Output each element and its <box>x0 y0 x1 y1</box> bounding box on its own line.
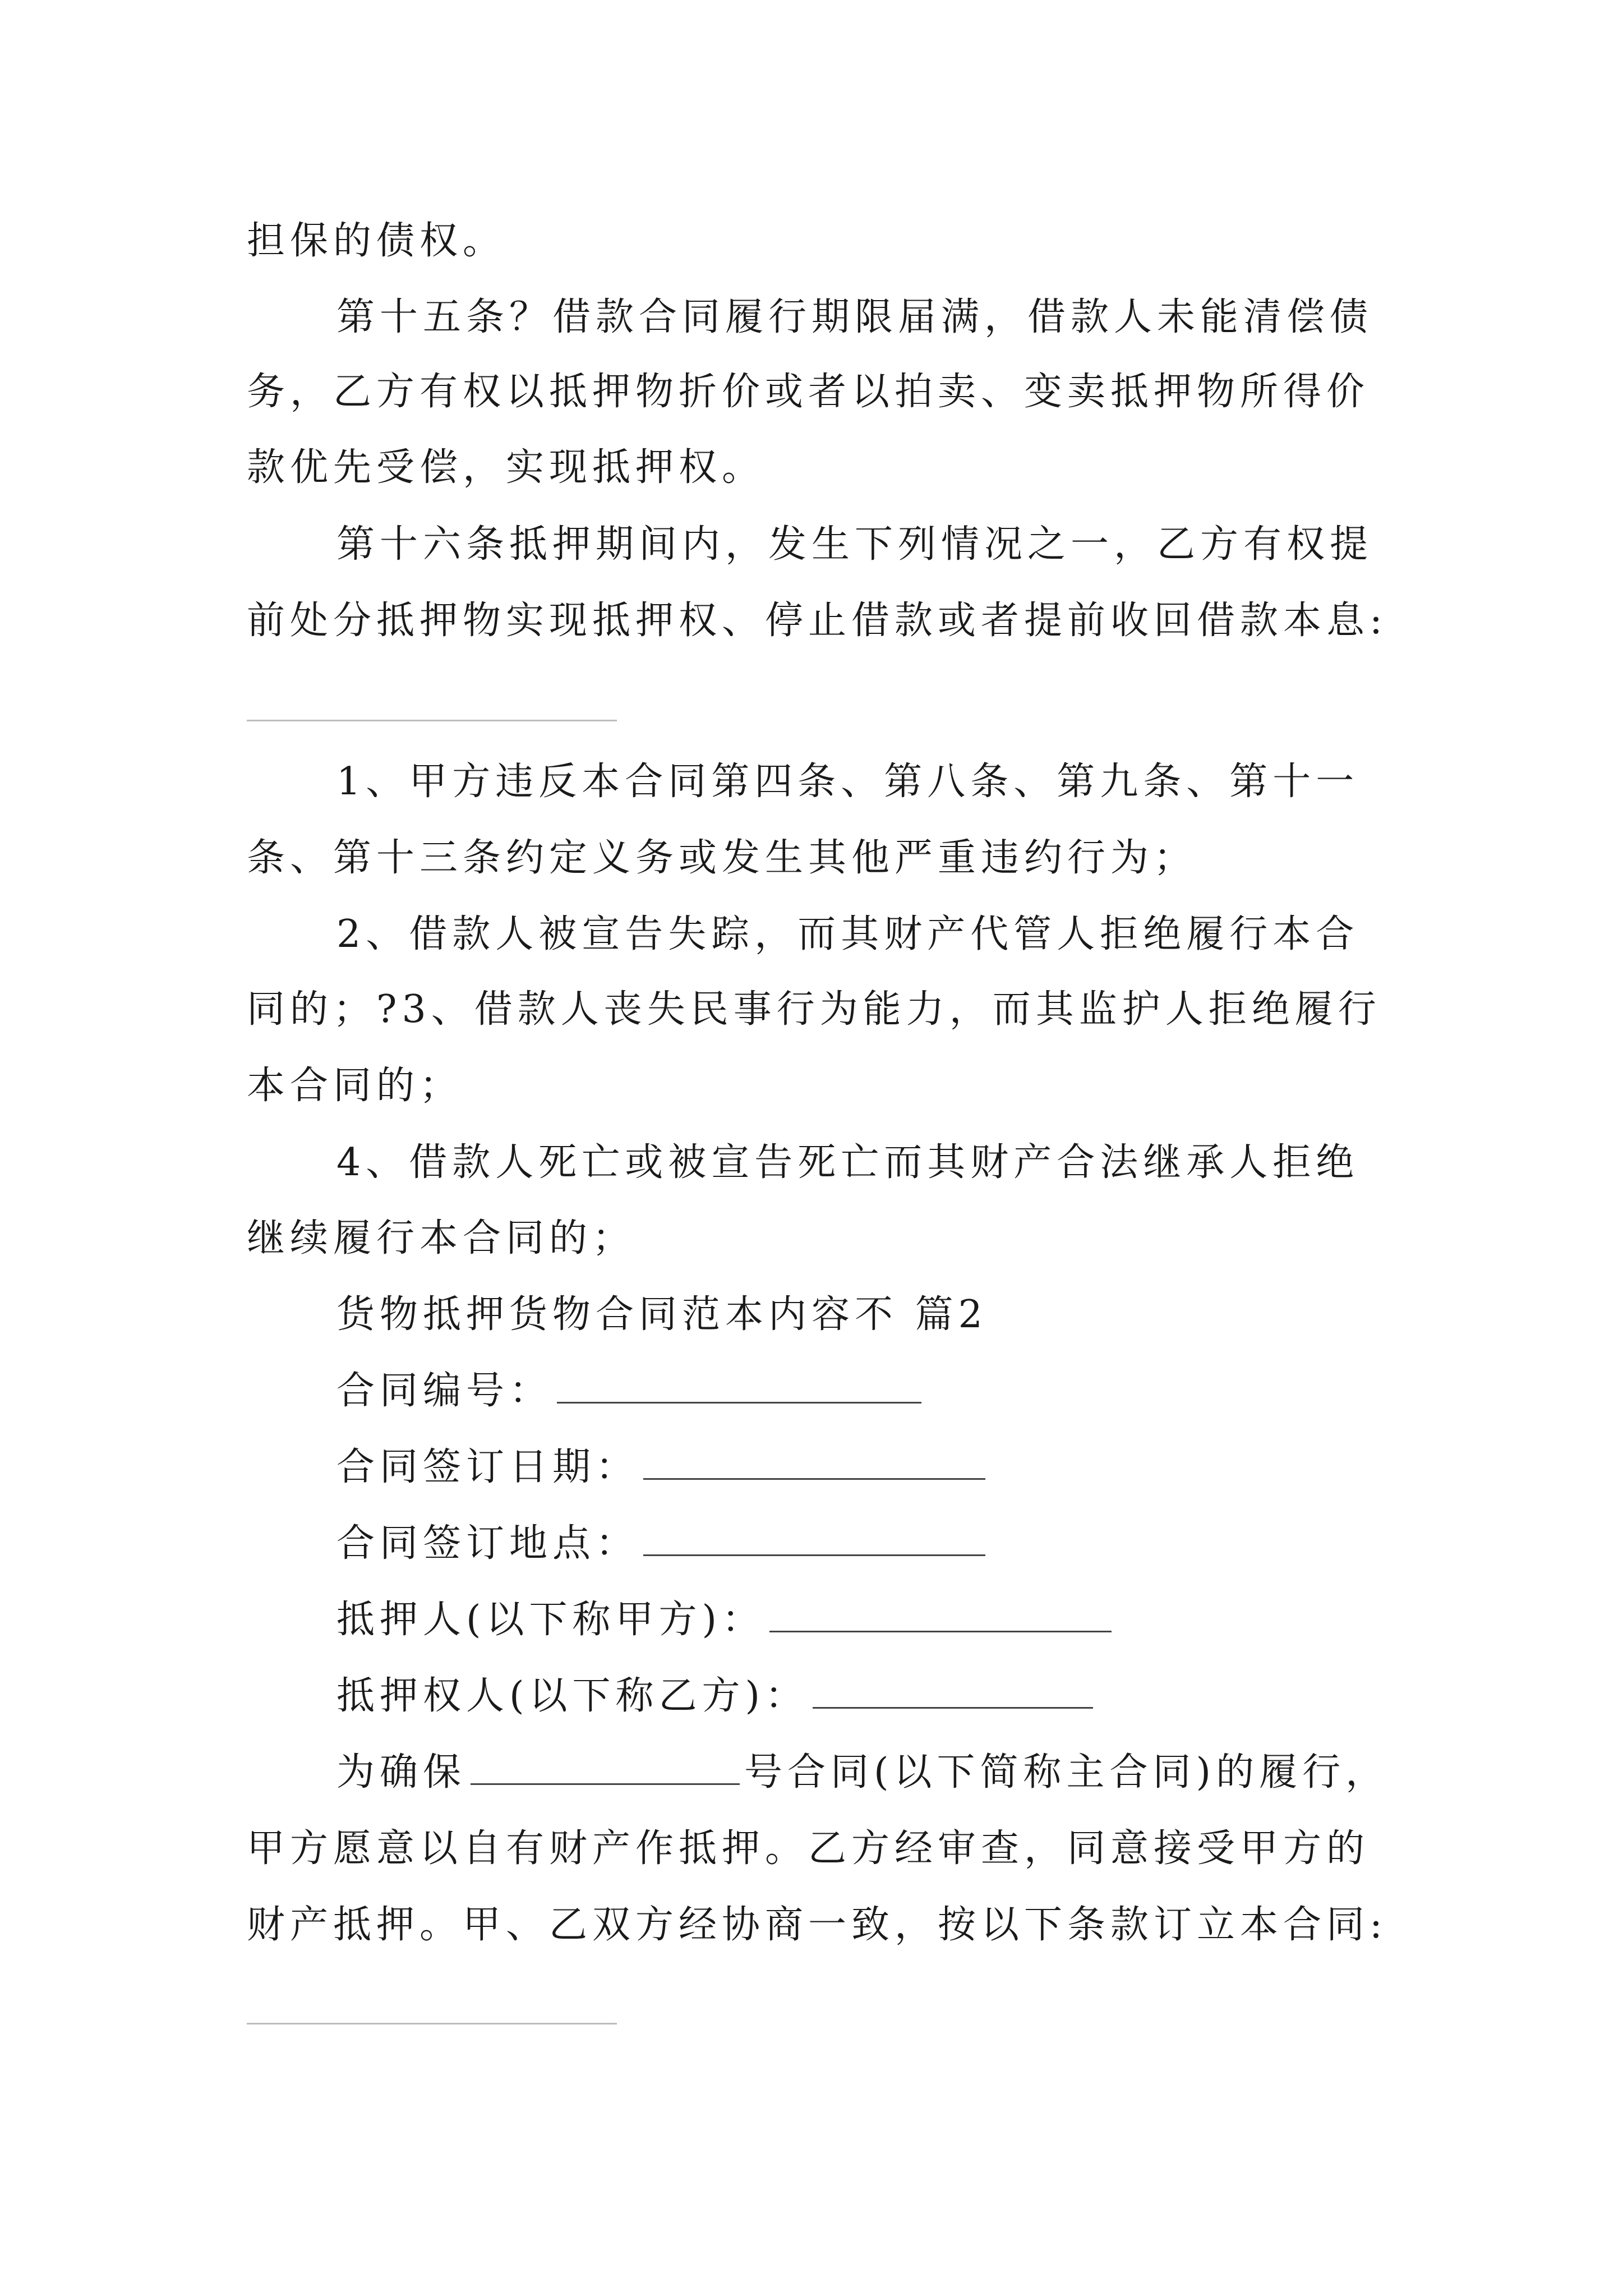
footnote-separator <box>247 720 617 721</box>
fill-in-blank <box>643 1449 985 1480</box>
field-sign-date <box>336 1445 985 1489</box>
section-title: 货物抵押货物合同范本内容不 篇2 <box>336 1292 988 1337</box>
field-mortgagee <box>336 1674 1093 1718</box>
fill-in-blank <box>813 1678 1093 1709</box>
field-label: 合同签订日期： <box>336 1445 639 1489</box>
paragraph-line: 甲方愿意以自有财产作抵押。乙方经审查，同意接受甲方的 <box>247 1826 1370 1871</box>
field-mortgagor <box>336 1598 1112 1642</box>
field-label: 抵押权人(以下称乙方)： <box>336 1674 809 1718</box>
list-item-line: 4、借款人死亡或被宣告死亡而其财产合法继承人拒绝 <box>336 1140 1359 1185</box>
list-item-line: 继续履行本合同的； <box>247 1216 636 1260</box>
field-label: 合同编号： <box>336 1369 553 1413</box>
list-item-line: 本合同的； <box>247 1064 463 1108</box>
field-label: 抵押人(以下称甲方)： <box>336 1598 766 1642</box>
footnote-separator <box>247 2023 617 2024</box>
fill-in-blank <box>471 1754 740 1785</box>
paragraph-line: 财产抵押。甲、乙双方经协商一致，按以下条款订立本合同: <box>247 1903 1387 1947</box>
fill-in-blank <box>557 1373 921 1404</box>
fill-in-blank <box>769 1602 1112 1632</box>
field-sign-place <box>336 1521 985 1566</box>
list-item-line: 同的；?3、借款人丧失民事行为能力，而其监护人拒绝履行 <box>247 987 1381 1032</box>
paragraph-line: 款优先受偿，实现抵押权。 <box>247 445 766 490</box>
text-segment: 号合同(以下简称主合同)的履行， <box>744 1750 1389 1795</box>
paragraph-line <box>336 1750 1389 1795</box>
list-item-line: 2、借款人被宣告失踪，而其财产代管人拒绝履行本合 <box>336 912 1359 956</box>
paragraph-line: 第十六条抵押期间内，发生下列情况之一，乙方有权提 <box>336 522 1373 567</box>
list-item-line: 条、第十三条约定义务或发生其他严重违约行为； <box>247 836 1197 880</box>
field-label: 合同签订地点： <box>336 1521 639 1566</box>
fill-in-blank <box>643 1525 985 1556</box>
paragraph-line: 前处分抵押物实现抵押权、停止借款或者提前收回借款本息: <box>247 599 1387 643</box>
paragraph-line: 第十五条？借款合同履行期限届满，借款人未能清偿债 <box>336 295 1373 339</box>
paragraph-line: 担保的债权。 <box>247 219 506 263</box>
field-contract-number <box>336 1369 921 1413</box>
paragraph-line: 务，乙方有权以抵押物折价或者以拍卖、变卖抵押物所得价 <box>247 370 1370 414</box>
list-item-line: 1、甲方违反本合同第四条、第八条、第九条、第十一 <box>336 760 1359 804</box>
text-segment: 为确保 <box>336 1750 467 1795</box>
